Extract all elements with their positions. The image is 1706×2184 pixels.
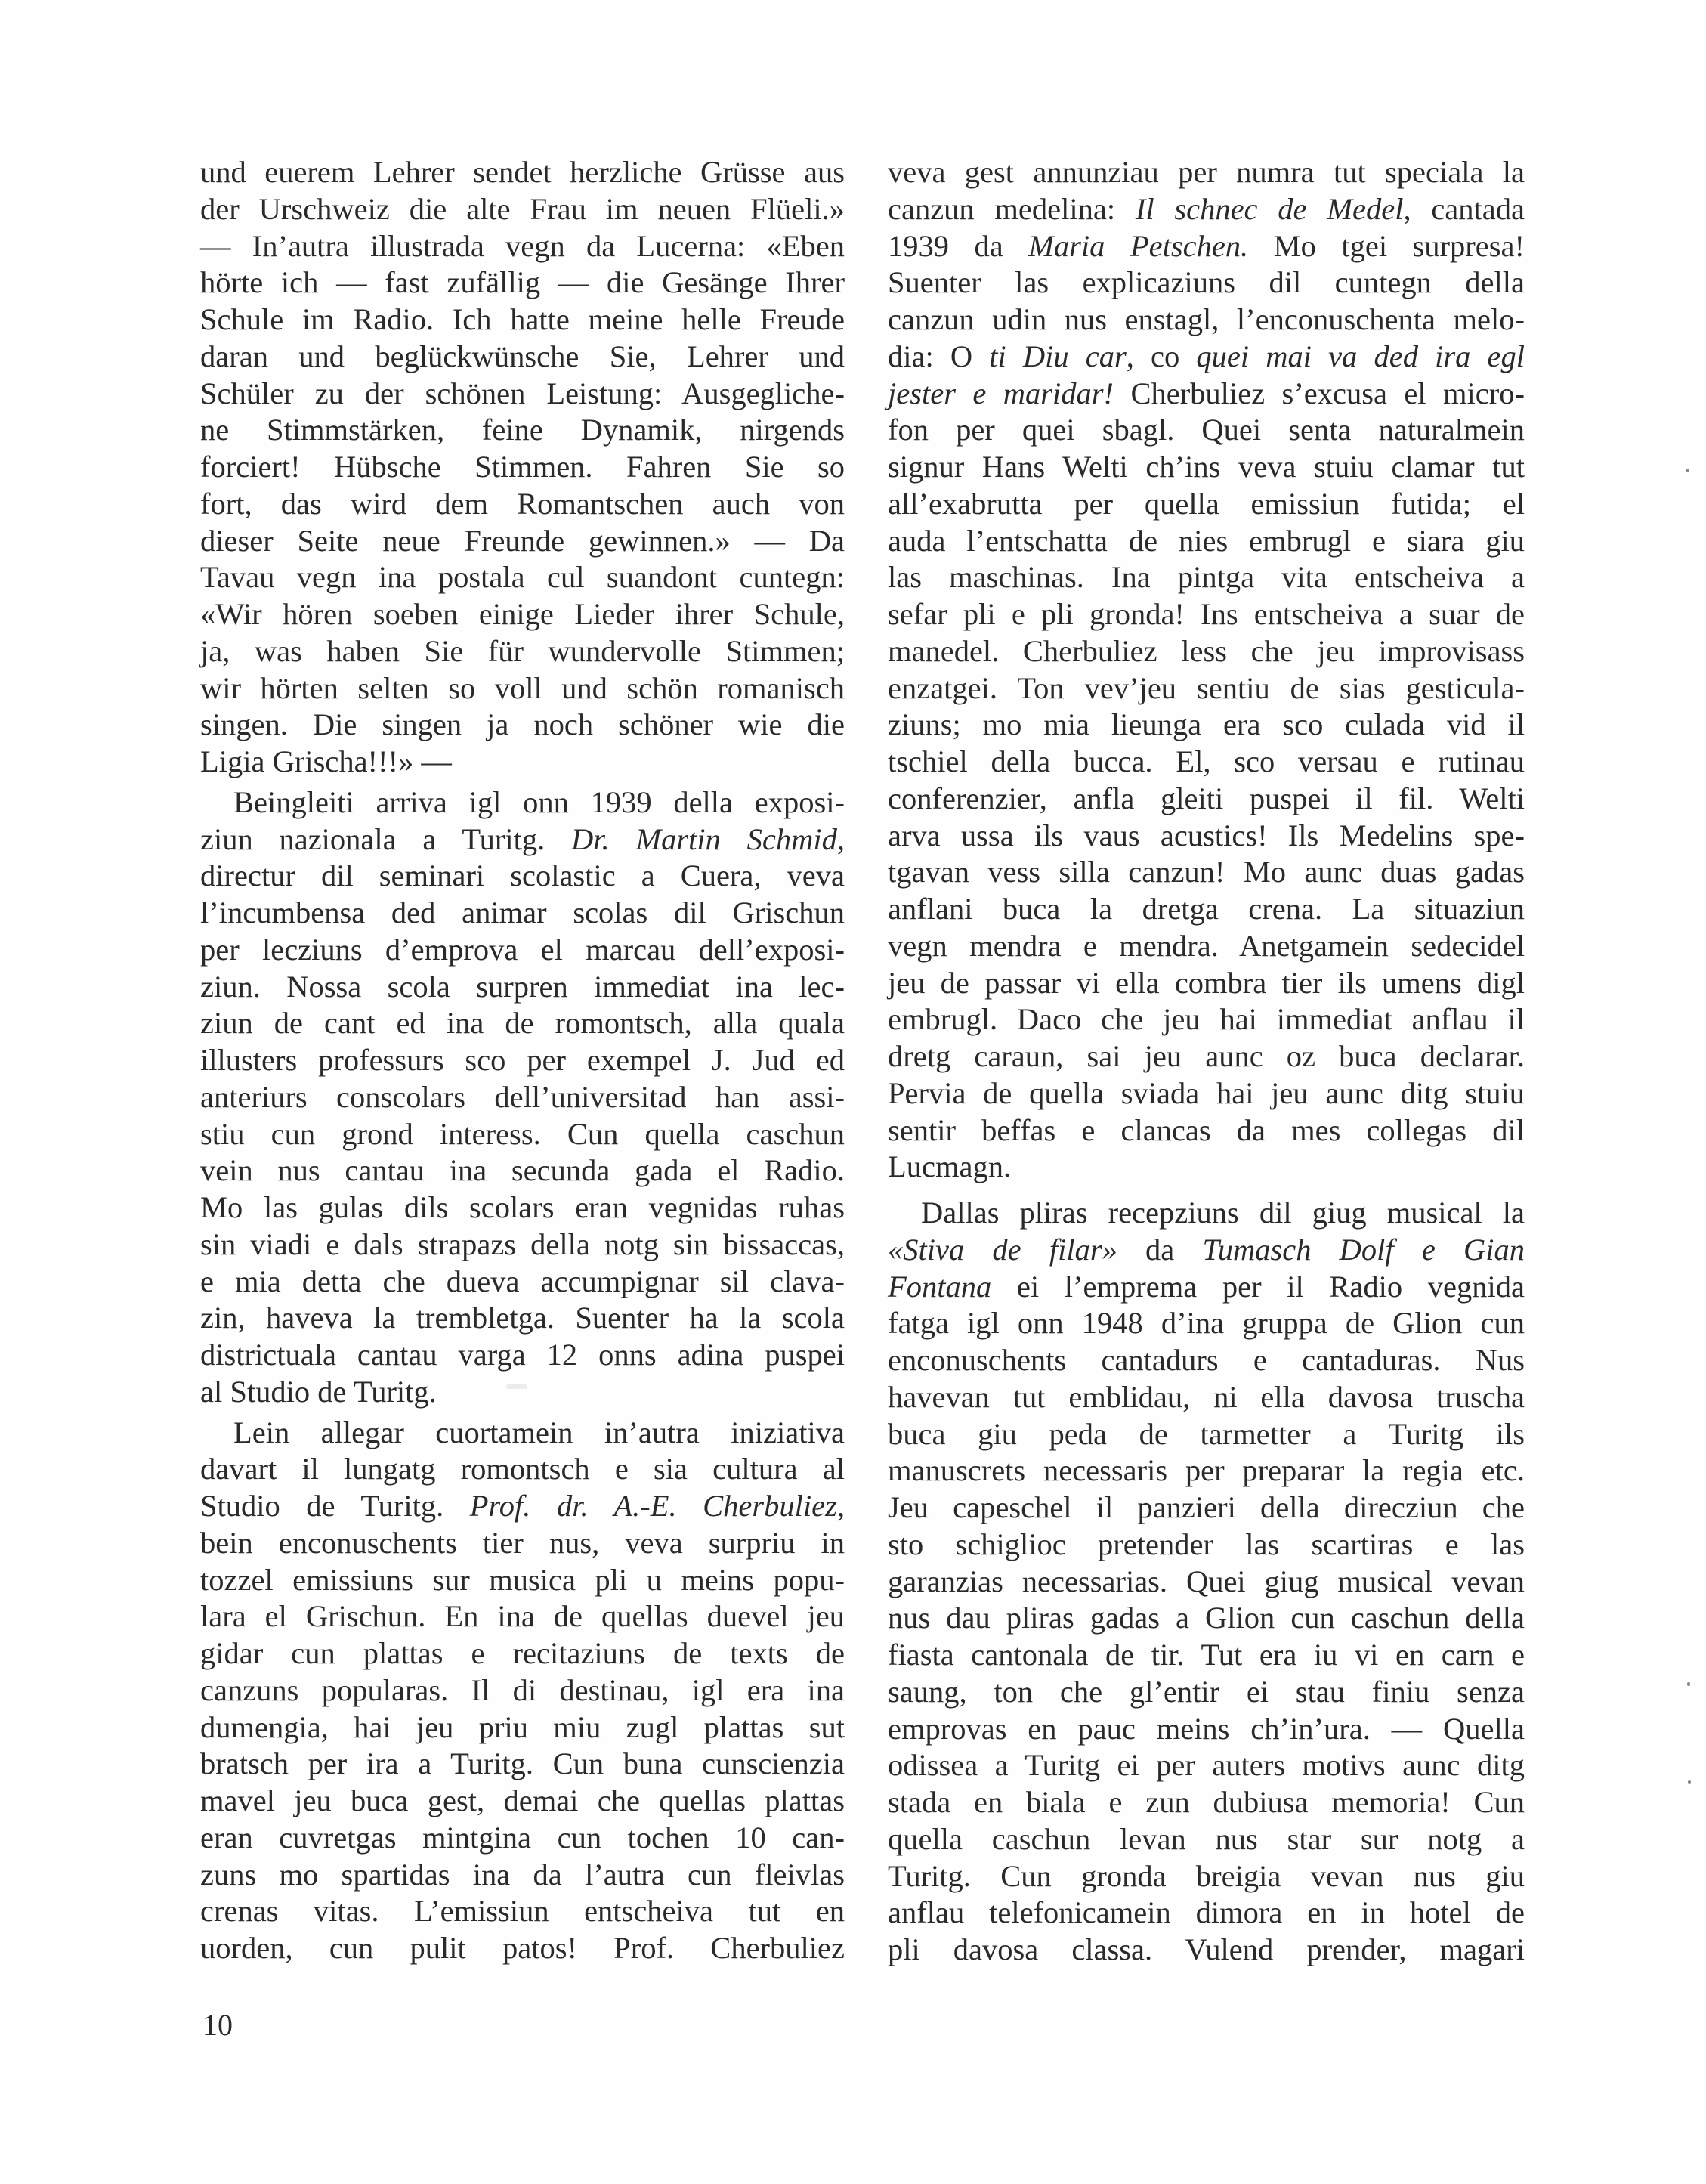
italic-text: quei mai va ded ira egl: [1196, 339, 1525, 373]
text-line: [200, 1152, 845, 1189]
text-line: [200, 1930, 845, 1967]
text-line: [200, 1709, 845, 1746]
text-line: [888, 1784, 1525, 1821]
italic-text: ti Diu car: [989, 339, 1127, 373]
text-segment: quella caschun levan nus star sur notg a: [888, 1821, 1525, 1856]
text-line: [888, 1112, 1525, 1149]
text-segment: wir hörten selten so voll und schön romanisch: [200, 670, 845, 705]
page-number: 10: [202, 2008, 233, 2042]
text-segment: Mo las gulas dils scolars eran vegnidas ruhas: [200, 1190, 845, 1224]
text-segment: tozzel emissiuns sur musica pli u meins popu-: [200, 1562, 845, 1597]
text-line: [200, 1415, 845, 1452]
text-line: [200, 412, 845, 449]
text-line: [200, 596, 845, 633]
text-line: [888, 744, 1525, 781]
text-segment: mavel jeu buca gest, demai che quellas plattas: [200, 1783, 845, 1817]
text-column-left: [200, 154, 845, 1967]
italic-text: Prof. dr. A.-E. Cherbuliez: [469, 1489, 837, 1523]
text-segment: odissea a Turitg ei per auters motivs aunc ditg: [888, 1748, 1525, 1783]
text-line: [888, 339, 1525, 376]
text-line: [200, 154, 845, 191]
text-line: [200, 1227, 845, 1264]
text-line: [888, 1379, 1525, 1416]
text-line: [200, 1635, 845, 1672]
text-segment: sin viadi e dals strapazs della notg sin bissaccas,: [200, 1227, 845, 1261]
italic-text: «Stiva de filar»: [888, 1232, 1117, 1267]
text-segment: auda l’entschatta de nies embrugl e siara giu: [888, 523, 1525, 558]
text-line: [200, 339, 845, 376]
text-segment: tgavan vess silla canzun! Mo aunc duas gadas: [888, 855, 1525, 889]
text-line: [888, 1895, 1525, 1932]
text-segment: Ligia Grischa!!!» —: [200, 744, 452, 778]
text-line: [888, 486, 1525, 523]
text-segment: jeu de passar vi ella combra tier ils umens digl: [888, 965, 1525, 1000]
text-segment: Pervia de quella sviada hai jeu aunc ditg stuiu: [888, 1075, 1525, 1110]
text-line: [888, 965, 1525, 1002]
text-segment: veva gest annunziau per numra tut speciala la: [888, 155, 1525, 189]
text-line: [200, 858, 845, 895]
text-line: [888, 818, 1525, 855]
text-segment: dretg caraun, sai jeu aunc oz buca declarar.: [888, 1039, 1525, 1073]
text-segment: zin, haveva la trembletga. Suenter ha la scola: [200, 1301, 845, 1335]
text-line: [888, 559, 1525, 596]
text-segment: daran und beglückwünsche Sie, Lehrer und: [200, 339, 845, 373]
text-segment: fiasta cantonala de tir. Tut era iu vi en carn e: [888, 1638, 1525, 1672]
text-segment: crenas vitas. L’emissiun entscheiva tut en: [200, 1894, 845, 1929]
text-line: [888, 449, 1525, 486]
text-segment: — In’autra illustrada vegn da Lucerna: «Eben: [200, 228, 845, 263]
text-line: [200, 895, 845, 932]
text-line: [200, 1300, 845, 1337]
text-line: [200, 1672, 845, 1709]
text-segment: conferenzier, anfla gleiti puspei il fil. Welti: [888, 781, 1525, 815]
text-line: [888, 264, 1525, 302]
text-segment: ziuns; mo mia lieunga era sco culada vid il: [888, 707, 1525, 742]
text-line: [888, 1305, 1525, 1342]
text-segment: buca giu peda de tarmetter a Turitg ils: [888, 1416, 1525, 1451]
text-line: [200, 969, 845, 1006]
text-line: [200, 264, 845, 302]
text-segment: las maschinas. Ina pintga vita entscheiva a: [888, 560, 1525, 595]
italic-text: Fontana: [888, 1269, 992, 1304]
text-line: [200, 191, 845, 228]
text-segment: der Urschweiz die alte Frau im neuen Flüeli.»: [200, 191, 845, 226]
text-line: [888, 1711, 1525, 1748]
text-line: [200, 1337, 845, 1374]
text-segment: nus dau pliras gadas a Glion cun caschun della: [888, 1601, 1525, 1635]
text-segment: anflau telefonicamein dimora en in hotel de: [888, 1895, 1525, 1930]
text-line: [888, 412, 1525, 449]
text-segment: dumengia, hai jeu priu miu zugl plattas sut: [200, 1709, 845, 1744]
text-segment: vein nus cantau ina secunda gada el Radio.: [200, 1153, 845, 1188]
text-segment: fatga igl onn 1948 d’ina gruppa de Glion cun: [888, 1306, 1525, 1341]
text-segment: ja, was haben Sie für wundervolle Stimmen;: [200, 633, 845, 668]
italic-text: Tumasch Dolf e Gian: [1202, 1232, 1525, 1267]
text-line: [200, 707, 845, 744]
text-segment: saung, ton che gl’entir ei stau finiu senza: [888, 1674, 1525, 1709]
text-line: [888, 633, 1525, 670]
text-line: [200, 784, 845, 821]
text-segment: signur Hans Welti ch’ins veva stuiu clamar tut: [888, 450, 1525, 484]
text-segment: sefar pli e pli gronda! Ins entscheiva a suar de: [888, 597, 1525, 631]
text-segment: Mo tgei surpresa!: [1248, 228, 1525, 263]
text-segment: ziun. Nossa scola surpren immediat ina lec-: [200, 969, 845, 1004]
text-segment: dieser Seite neue Freunde gewinnen.» — Da: [200, 523, 845, 558]
text-line: [888, 891, 1525, 928]
text-segment: Dallas pliras recepziuns dil giug musical la: [921, 1196, 1525, 1230]
italic-text: Dr. Martin Schmid: [571, 821, 837, 856]
text-line: [200, 1116, 845, 1153]
text-line: [200, 633, 845, 670]
text-line: [200, 670, 845, 707]
text-segment: Lucmagn.: [888, 1149, 1012, 1184]
text-line: [200, 1488, 845, 1525]
text-segment: sentir beffas e clancas da mes collegas dil: [888, 1112, 1525, 1147]
text-line: [200, 821, 845, 858]
text-segment: directur dil seminari scolastic a Cuera, veva: [200, 858, 845, 893]
italic-text: jester e maridar!: [888, 376, 1114, 410]
text-segment: havevan tut emblidau, ni ella davosa truscha: [888, 1379, 1525, 1414]
text-segment: Studio de Turitg.: [200, 1489, 470, 1523]
text-segment: stiu cun grond interess. Cun quella caschun: [200, 1116, 845, 1151]
text-segment: davart il lungatg romontsch e sia cultura al: [200, 1452, 845, 1486]
text-line: [888, 1195, 1525, 1232]
text-segment: und euerem Lehrer sendet herzliche Grüsse aus: [200, 155, 845, 189]
text-segment: bein enconuschents tier nus, veva surpriu in: [200, 1525, 845, 1560]
text-line: [200, 1746, 845, 1783]
text-line: [200, 932, 845, 969]
text-line: [200, 302, 845, 339]
text-line: [200, 1042, 845, 1079]
text-segment: Schule im Radio. Ich hatte meine helle Freude: [200, 302, 845, 336]
text-segment: anteriurs conscolars dell’universitad han assi-: [200, 1079, 845, 1114]
text-line: [888, 1452, 1525, 1490]
text-segment: ,: [836, 821, 845, 856]
text-line: [888, 1269, 1525, 1306]
scan-speck: [1686, 469, 1689, 472]
italic-text: Maria Petschen.: [1028, 228, 1249, 263]
text-line: [888, 707, 1525, 744]
text-segment: garanzias necessarias. Quei giug musical vevan: [888, 1564, 1525, 1598]
text-line: [200, 559, 845, 596]
text-segment: arva ussa ils vaus acustics! Ils Medelins spe-: [888, 818, 1525, 852]
text-segment: ei l’emprema per il Radio vegnida: [991, 1269, 1525, 1304]
text-line: [200, 1598, 845, 1635]
text-line: [888, 154, 1525, 191]
text-segment: gidar cun plattas e recitaziuns de texts de: [200, 1636, 845, 1670]
text-segment: Cherbuliez s’excusa el micro-: [1114, 376, 1525, 410]
text-line: [888, 1232, 1525, 1269]
text-segment: ,: [836, 1489, 845, 1523]
text-segment: sto schiglioc pretender las scartiras e las: [888, 1527, 1525, 1561]
text-line: [200, 1820, 845, 1857]
text-line: [200, 1893, 845, 1930]
text-line: [200, 1374, 845, 1411]
text-line: [200, 486, 845, 523]
text-line: [888, 670, 1525, 707]
text-line: [888, 1932, 1525, 1969]
text-line: [888, 1001, 1525, 1038]
text-segment: , cantada: [1403, 191, 1525, 226]
text-segment: Jeu capeschel il panzieri della direcziun che: [888, 1490, 1525, 1524]
text-segment: bratsch per ira a Turitg. Cun buna cunscienzia: [200, 1746, 845, 1781]
text-line: [888, 1342, 1525, 1379]
text-line: [888, 928, 1525, 965]
text-line: [888, 1527, 1525, 1564]
text-segment: Suenter las explicaziuns dil cuntegn della: [888, 265, 1525, 300]
text-line: [888, 1564, 1525, 1601]
text-segment: vegn mendra e mendra. Anetgamein sedecidel: [888, 928, 1525, 963]
text-line: [888, 1038, 1525, 1075]
text-segment: Lein allegar cuortamein in’autra iniziativa: [233, 1415, 845, 1449]
text-segment: districtuala cantau varga 12 onns adina puspei: [200, 1338, 845, 1372]
text-segment: all’exabrutta per quella emissiun futida; el: [888, 486, 1525, 521]
text-segment: Schüler zu der schönen Leistung: Ausgegliche-: [200, 376, 845, 410]
text-line: [888, 1600, 1525, 1637]
text-column-right: [888, 154, 1525, 1969]
text-line: [888, 302, 1525, 339]
text-segment: Beingleiti arriva igl onn 1939 della exposi-: [233, 784, 845, 819]
text-line: [200, 1857, 845, 1894]
text-segment: anflani buca la dretga crena. La situaziun: [888, 892, 1525, 926]
text-line: [888, 376, 1525, 413]
text-segment: fon per quei sbagl. Quei senta naturalmein: [888, 413, 1525, 447]
text-segment: manedel. Cherbuliez less che jeu improvisass: [888, 633, 1525, 668]
text-line: [200, 744, 845, 781]
text-line: [200, 1189, 845, 1227]
text-segment: «Wir hören soeben einige Lieder ihrer Schule,: [200, 597, 845, 631]
text-segment: stada en biala e zun dubiusa memoria! Cun: [888, 1785, 1525, 1819]
scan-speck: [1688, 1780, 1691, 1784]
text-line: [888, 191, 1525, 228]
text-line: [888, 596, 1525, 633]
text-line: [200, 523, 845, 560]
text-line: [888, 1637, 1525, 1674]
text-line: [888, 854, 1525, 891]
text-segment: 1939 da: [888, 228, 1029, 263]
text-line: [888, 1416, 1525, 1453]
text-segment: embrugl. Daco che jeu hai immediat anflau il: [888, 1002, 1525, 1037]
text-line: [888, 1075, 1525, 1112]
text-segment: enzatgei. Ton vev’jeu sentiu de sias gesticula-: [888, 670, 1525, 705]
text-segment: singen. Die singen ja noch schöner wie die: [200, 707, 845, 742]
text-line: [200, 1079, 845, 1116]
text-segment: per lecziuns d’emprova el marcau dell’exposi-: [200, 932, 845, 967]
text-segment: canzuns popularas. Il di destinau, igl era ina: [200, 1672, 845, 1707]
text-segment: Tavau vegn ina postala cul suandont cuntegn:: [200, 560, 845, 595]
text-line: [888, 1747, 1525, 1784]
text-line: [200, 1005, 845, 1042]
text-line: [888, 1674, 1525, 1711]
text-segment: dia: O: [888, 339, 990, 373]
text-line: [888, 1490, 1525, 1527]
text-segment: canzun udin nus enstagl, l’enconuschenta melo-: [888, 302, 1525, 336]
text-segment: eran cuvretgas mintgina cun tochen 10 can-: [200, 1820, 845, 1855]
text-line: [888, 1149, 1525, 1186]
text-segment: emprovas en pauc meins ch’in’ura. — Quella: [888, 1711, 1525, 1746]
text-segment: pli davosa classa. Vulend prender, magari: [888, 1932, 1525, 1966]
italic-text: Il schnec de Medel: [1135, 191, 1404, 226]
text-line: [200, 1451, 845, 1488]
scan-speck: [1687, 1682, 1690, 1686]
text-segment: lara el Grischun. En ina de quellas duevel jeu: [200, 1599, 845, 1634]
text-segment: Turitg. Cun gronda breigia vevan nus giu: [888, 1858, 1525, 1893]
text-line: [200, 1264, 845, 1301]
text-segment: illusters professurs sco per exempel J. Jud ed: [200, 1043, 845, 1077]
text-segment: manuscrets necessaris per preparar la regia etc.: [888, 1453, 1525, 1488]
text-segment: enconuschents cantadurs e cantaduras. Nus: [888, 1343, 1525, 1377]
text-line: [888, 781, 1525, 818]
text-segment: ne Stimmstärken, feine Dynamik, nirgends: [200, 413, 845, 447]
text-segment: fort, das wird dem Romantschen auch von: [200, 486, 845, 521]
text-segment: da: [1117, 1232, 1203, 1267]
text-segment: al Studio de Turitg.: [200, 1374, 437, 1409]
text-line: [200, 449, 845, 486]
text-line: [200, 228, 845, 265]
text-line: [888, 1821, 1525, 1858]
text-segment: zuns mo spartidas ina da l’autra cun fleivlas: [200, 1857, 845, 1892]
text-segment: e mia detta che dueva accumpignar sil clava-: [200, 1264, 845, 1298]
text-line: [888, 523, 1525, 560]
text-segment: ziun de cant ed ina de romontsch, alla quala: [200, 1006, 845, 1041]
text-segment: ziun nazionala a Turitg.: [200, 821, 572, 856]
text-line: [200, 1783, 845, 1820]
text-line: [200, 1562, 845, 1599]
text-segment: forciert! Hübsche Stimmen. Fahren Sie so: [200, 450, 845, 484]
text-segment: , co: [1126, 339, 1197, 373]
text-segment: l’incumbensa ded animar scolas dil Grischun: [200, 896, 845, 930]
scan-artifact: [506, 1384, 527, 1389]
text-line: [888, 1858, 1525, 1895]
text-segment: canzun medelina:: [888, 191, 1136, 226]
text-line: [888, 228, 1525, 265]
text-segment: hörte ich — fast zufällig — die Gesänge Ihrer: [200, 265, 845, 300]
text-segment: uorden, cun pulit patos! Prof. Cherbuliez: [200, 1931, 845, 1965]
text-segment: tschiel della bucca. El, sco versau e rutinau: [888, 744, 1525, 778]
text-line: [200, 1525, 845, 1562]
text-line: [200, 376, 845, 413]
